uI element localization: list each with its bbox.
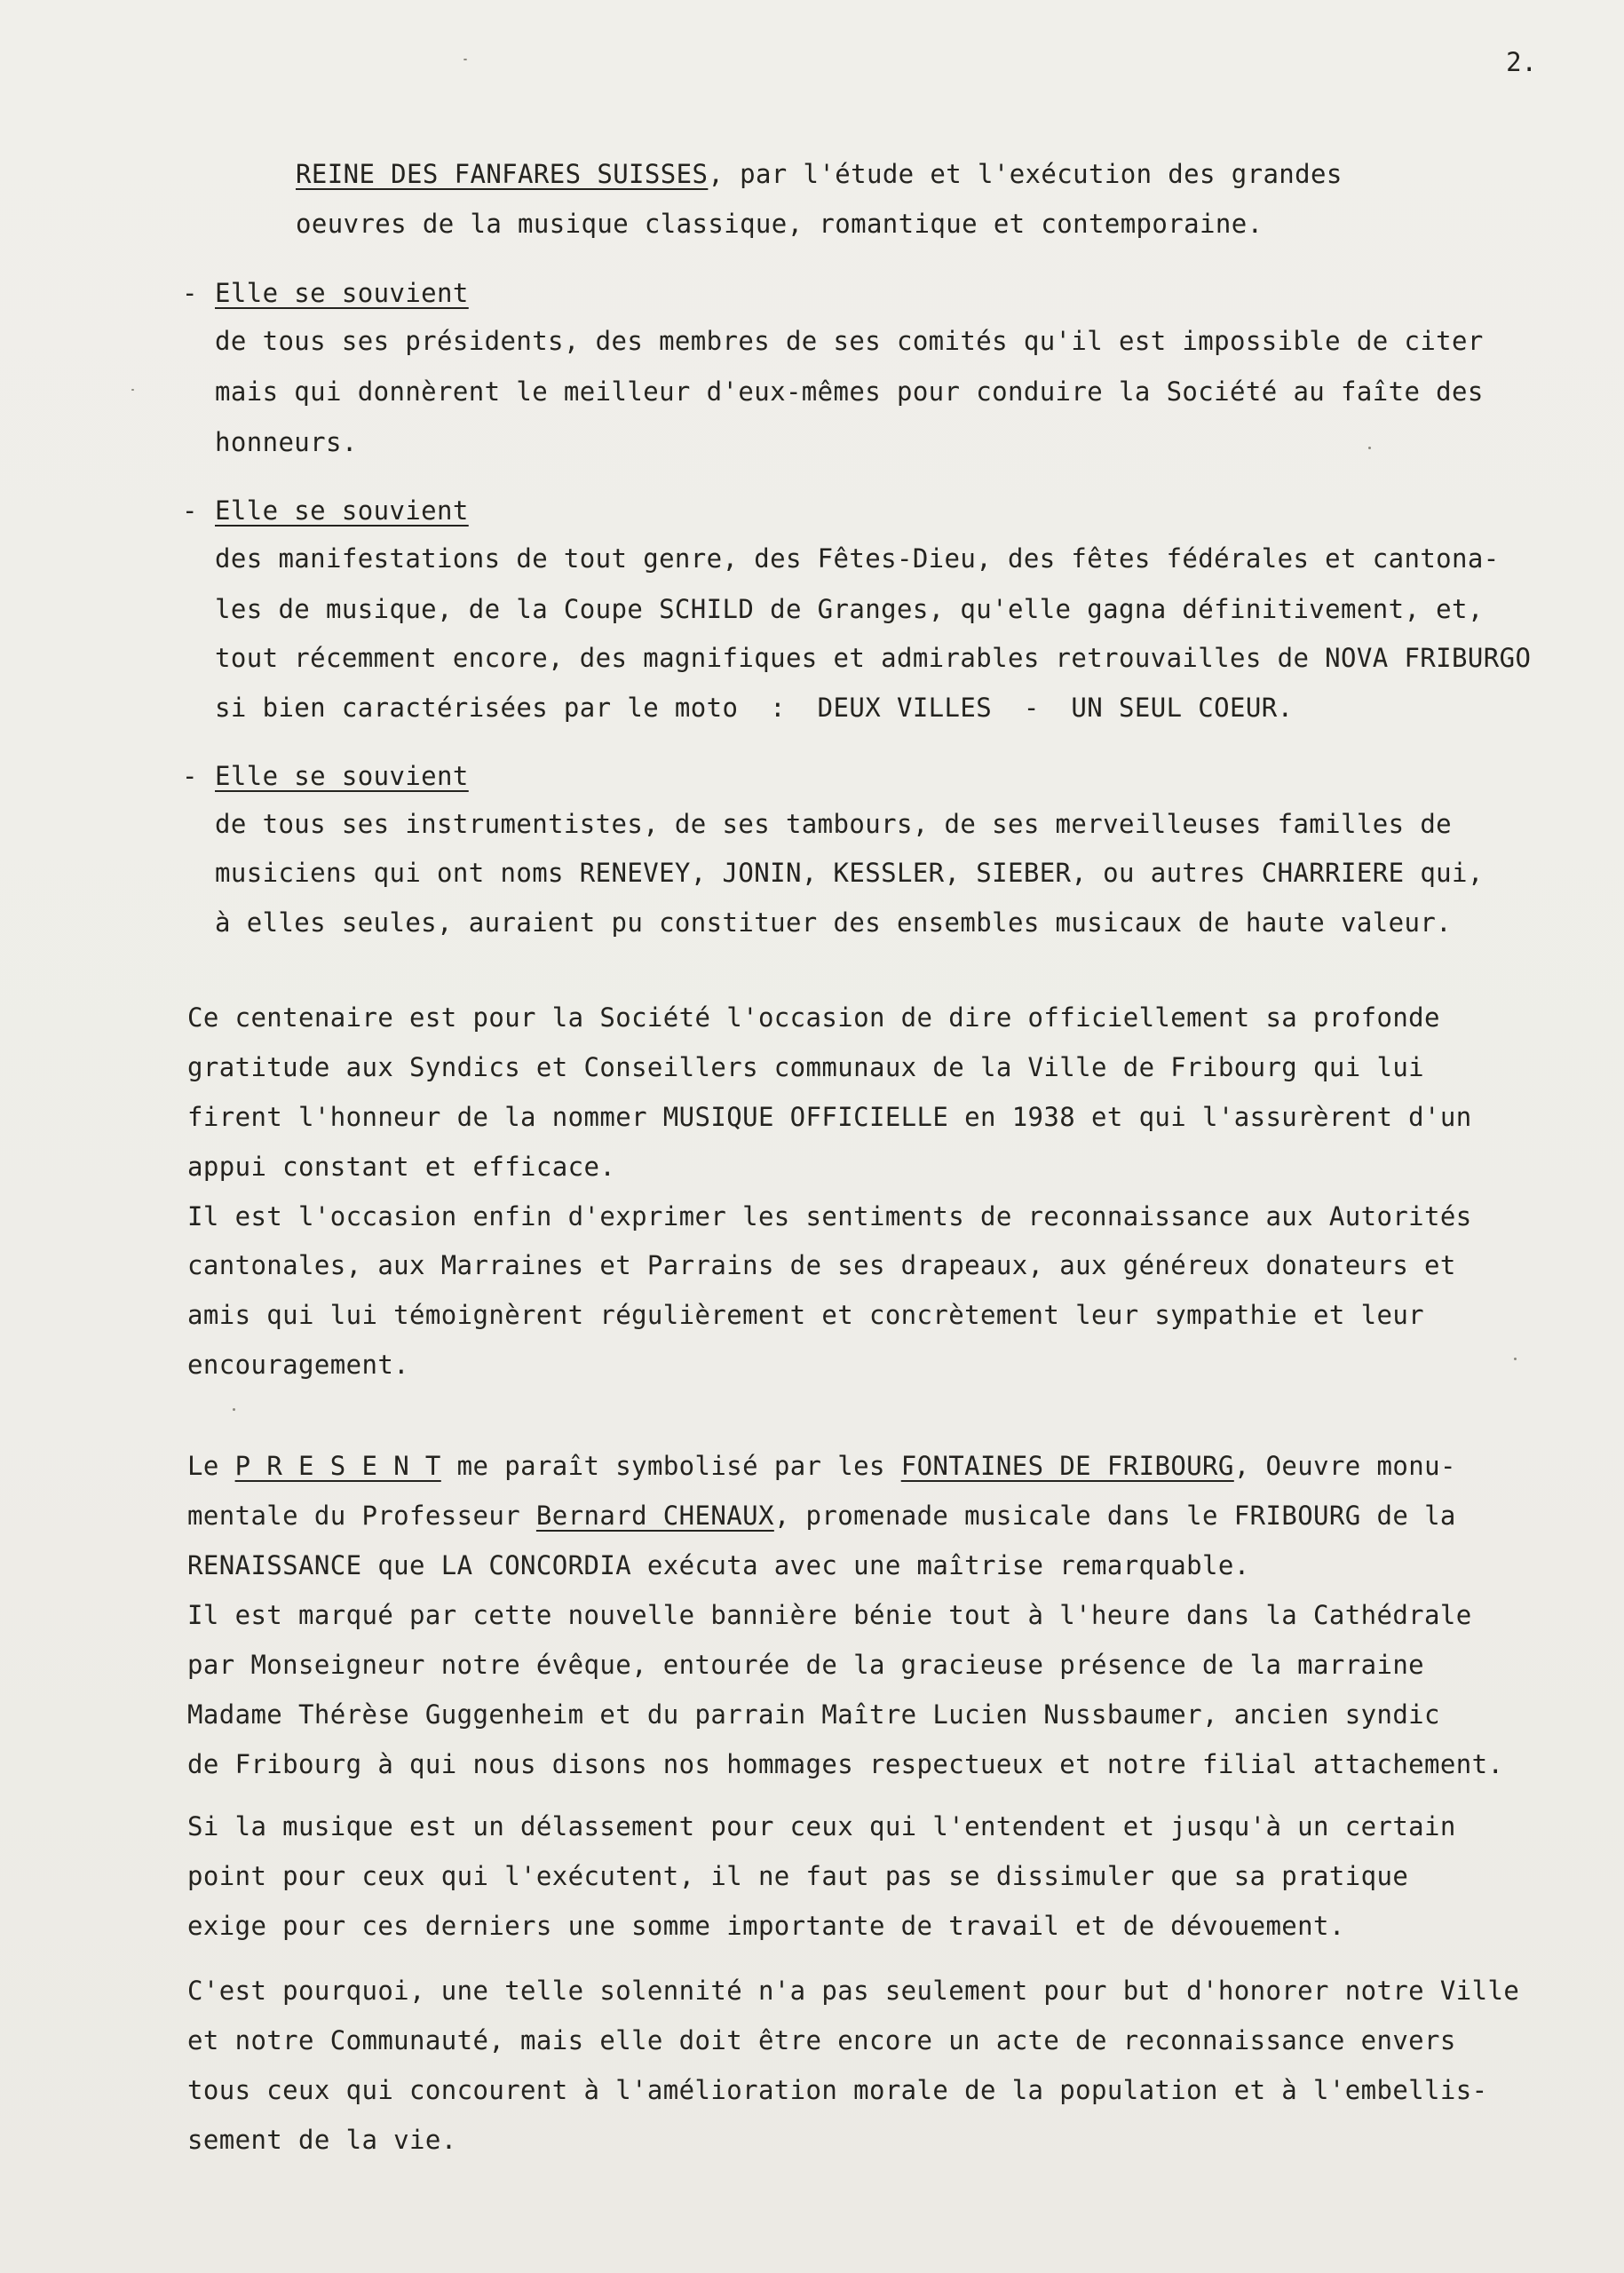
intro-line-1-rest: , par l'étude et l'exécution des grandes xyxy=(708,159,1343,189)
bullet-2-line-2: les de musique, de la Coupe SCHILD de Granges, qu'elle gagna définitivement, et, xyxy=(215,594,1484,624)
page-number: 2. xyxy=(1506,47,1537,77)
bullet-heading-3: Elle se souvient xyxy=(215,761,469,791)
musique-line-1: Si la musique est un délassement pour ceux qui l'entendent et jusqu'à un certain xyxy=(187,1811,1456,1841)
present-keyword: P R E S E N T xyxy=(234,1451,441,1481)
centenaire-line-5: Il est l'occasion enfin d'exprimer les sentiments de reconnaissance aux Autorités xyxy=(187,1201,1472,1232)
present-line-2-end: , promenade musicale dans le FRIBOURG de la xyxy=(773,1501,1456,1531)
centenaire-line-4: appui constant et efficace. xyxy=(187,1152,616,1182)
bullet-heading-2: Elle se souvient xyxy=(215,495,469,526)
bullet-2-line-1: des manifestations de tout genre, des Fêtes-Dieu, des fêtes fédérales et cantona- xyxy=(215,543,1500,574)
present-line-6: Madame Thérèse Guggenheim et du parrain Maître Lucien Nussbaumer, ancien syndic xyxy=(187,1699,1440,1730)
present-line-5: par Monseigneur notre évêque, entourée de la gracieuse présence de la marraine xyxy=(187,1650,1425,1680)
centenaire-line-2: gratitude aux Syndics et Conseillers communaux de la Ville de Fribourg qui lui xyxy=(187,1052,1425,1082)
bullet-dash-1: - xyxy=(182,278,198,308)
centenaire-line-7: amis qui lui témoignèrent régulièrement et concrètement leur sympathie et leur xyxy=(187,1300,1425,1330)
bullet-1-line-1: de tous ses présidents, des membres de ses comités qu'il est impossible de citer xyxy=(215,326,1484,356)
fontaines-title: FONTAINES DE FRIBOURG xyxy=(900,1451,1234,1481)
bullet-1-line-2: mais qui donnèrent le meilleur d'eux-mêmes pour conduire la Société au faîte des xyxy=(215,376,1484,407)
present-le: Le xyxy=(187,1451,235,1481)
bullet-3-line-2: musiciens qui ont noms RENEVEY, JONIN, KESSLER, SIEBER, ou autres CHARRIERE qui, xyxy=(215,858,1484,888)
bullet-dash-3: - xyxy=(182,761,198,791)
pourquoi-line-1: C'est pourquoi, une telle solennité n'a pas seulement pour but d'honorer notre Ville xyxy=(187,1976,1520,2006)
paper-speck xyxy=(1514,1358,1517,1360)
musique-line-3: exige pour ces derniers une somme importante de travail et de dévouement. xyxy=(187,1911,1345,1941)
centenaire-line-8: encouragement. xyxy=(187,1350,410,1380)
paper-speck xyxy=(463,59,467,60)
present-line-1-end: , Oeuvre monu- xyxy=(1233,1451,1456,1481)
bullet-3-line-3: à elles seules, auraient pu constituer des ensembles musicaux de haute valeur. xyxy=(215,907,1453,938)
chenaux-name: Bernard CHENAUX xyxy=(535,1501,774,1531)
present-line-2 xyxy=(187,1498,1456,1533)
paper-speck xyxy=(131,389,134,391)
present-line-1 xyxy=(187,1448,1456,1484)
paper-speck xyxy=(233,1408,235,1411)
paper-speck xyxy=(1368,447,1371,449)
present-line-2-start: mentale du Professeur xyxy=(187,1501,536,1531)
intro-line-2: oeuvres de la musique classique, romantique et contemporaine. xyxy=(296,209,1264,239)
musique-line-2: point pour ceux qui l'exécutent, il ne faut pas se dissimuler que sa pratique xyxy=(187,1861,1409,1891)
centenaire-line-3: firent l'honneur de la nommer MUSIQUE OFFICIELLE en 1938 et qui l'assurèrent d'un xyxy=(187,1102,1472,1132)
pourquoi-line-3: tous ceux qui concourent à l'amélioration morale de la population et à l'embellis- xyxy=(187,2075,1488,2105)
intro-line-1 xyxy=(296,156,1343,192)
bullet-heading-1: Elle se souvient xyxy=(215,278,469,308)
bullet-1-line-3: honneurs. xyxy=(215,427,358,457)
pourquoi-line-2: et notre Communauté, mais elle doit être encore un acte de reconnaissance envers xyxy=(187,2025,1456,2055)
reine-des-fanfares-title: REINE DES FANFARES SUISSES xyxy=(296,159,709,189)
bullet-dash-2: - xyxy=(182,495,198,526)
present-line-1-mid: me paraît symbolisé par les xyxy=(440,1451,901,1481)
centenaire-line-6: cantonales, aux Marraines et Parrains de ses drapeaux, aux généreux donateurs et xyxy=(187,1250,1456,1280)
bullet-3-line-1: de tous ses instrumentistes, de ses tambours, de ses merveilleuses familles de xyxy=(215,809,1453,839)
bullet-2-line-4: si bien caractérisées par le moto : DEUX VILLES - UN SEUL COEUR. xyxy=(215,693,1294,723)
present-line-3: RENAISSANCE que LA CONCORDIA exécuta avec une maîtrise remarquable. xyxy=(187,1550,1250,1580)
present-line-7: de Fribourg à qui nous disons nos hommages respectueux et notre filial attachement. xyxy=(187,1749,1504,1779)
pourquoi-line-4: sement de la vie. xyxy=(187,2125,457,2155)
centenaire-line-1: Ce centenaire est pour la Société l'occasion de dire officiellement sa profonde xyxy=(187,1002,1440,1033)
present-line-4: Il est marqué par cette nouvelle bannière bénie tout à l'heure dans la Cathédrale xyxy=(187,1600,1472,1630)
bullet-2-line-3: tout récemment encore, des magnifiques et admirables retrouvailles de NOVA FRIBURGO xyxy=(215,643,1532,673)
